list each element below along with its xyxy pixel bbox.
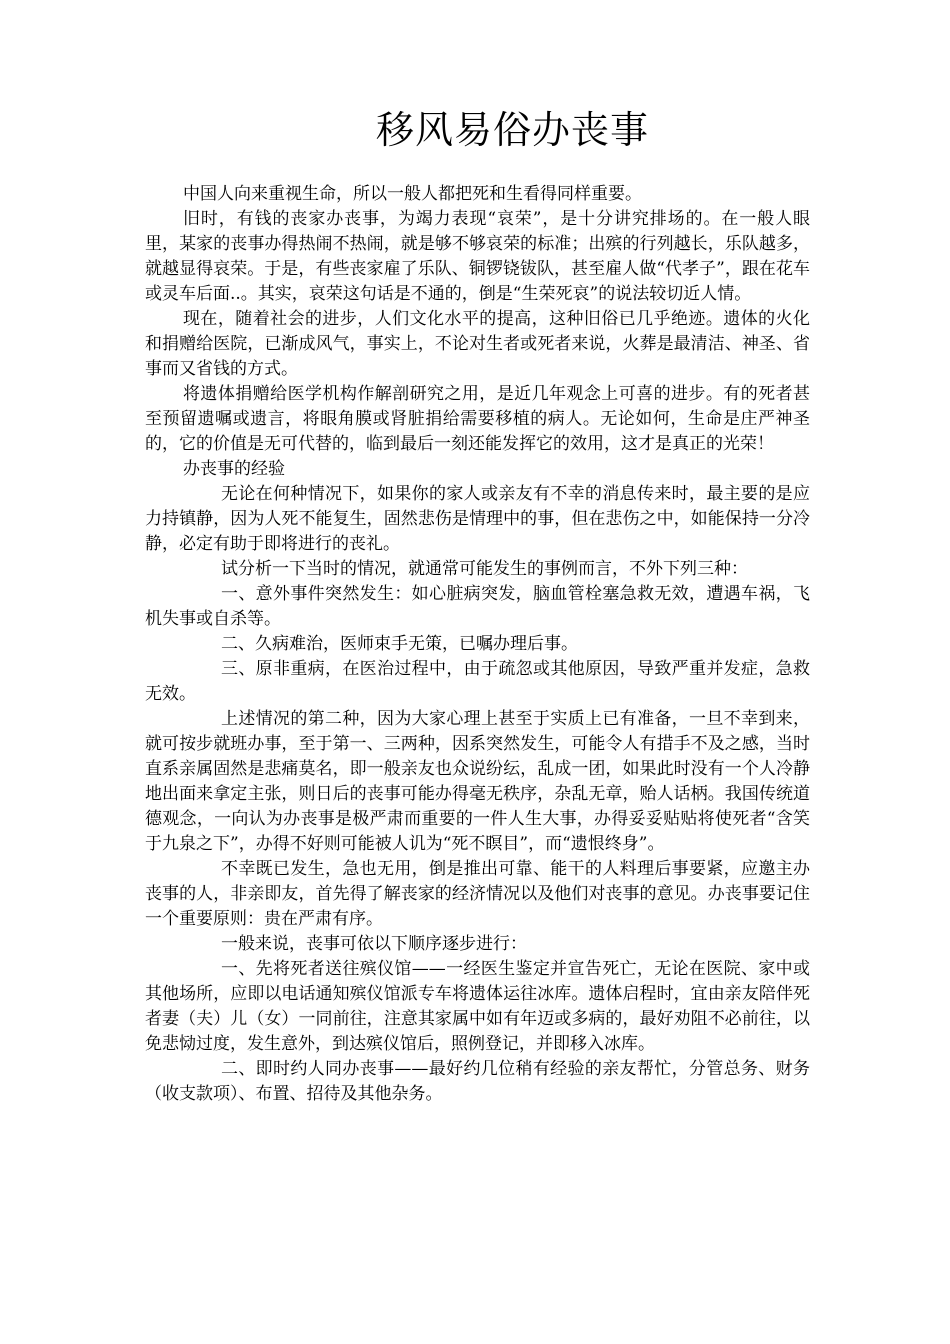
list-item-1: 一、意外事件突然发生：如心脏病突发，脑血管栓塞急救无效，遭遇车祸，飞机失事或自杀等。 <box>145 584 810 629</box>
paragraph-donation: 将遗体捐赠给医学机构作解剖研究之用，是近几年观念上可喜的进步。有的死者甚至预留遗嘱或遗言，将眼角膜或肾脏捐给需要移植的病人。无论如何，生命是庄严神圣的，它的价值是无可代替的，临到最后一刻还能发挥它的效用，这才是真正的光荣！ <box>145 384 810 454</box>
list-item-3: 三、原非重病，在医治过程中，由于疏忽或其他原因，导致严重并发症，急救无效。 <box>145 659 810 704</box>
paragraph-analysis: 试分析一下当时的情况，就通常可能发生的事例而言，不外下列三种： <box>221 559 748 579</box>
paragraph-old-customs: 旧时，有钱的丧家办丧事，为竭力表现“哀荣”，是十分讲究排场的。在一般人眼里，某家的丧事办得热闹不热闹，就是够不够哀荣的标准；出殡的行列越长，乐队越多，就越显得哀荣。于是，有些丧家雇了乐队、铜锣铙钹队，甚至雇人做“代孝子”，跟在花车或灵车后面..。其实，哀荣这句话是不通的，倒是“生荣死哀”的说法较切近人情。 <box>145 209 810 304</box>
paragraph-now: 现在，随着社会的进步，人们文化水平的提高，这种旧俗已几乎绝迹。遗体的火化和捐赠给医院，已渐成风气，事实上，不论对生者或死者来说，火葬是最清洁、神圣、省事而又省钱的方式。 <box>145 309 810 379</box>
paragraph-stay-calm: 无论在何种情况下，如果你的家人或亲友有不幸的消息传来时，最主要的是应力持镇静，因为人死不能复生，固然悲伤是情理中的事，但在悲伤之中，如能保持一分冷静，必定有助于即将进行的丧礼。 <box>145 484 810 554</box>
document-page <box>145 100 810 1107</box>
paragraph-order-intro: 一般来说，丧事可依以下顺序逐步进行： <box>221 934 527 954</box>
paragraph-organizer: 不幸既已发生，急也无用，倒是推出可靠、能干的人料理后事要紧，应邀主办丧事的人，非亲即友，首先得了解丧家的经济情况以及他们对丧事的意见。办丧事要记住一个重要原则：贵在严肃有序。 <box>145 859 810 929</box>
list-item-2: 二、久病难治，医师束手无策，已嘱办理后事。 <box>221 634 578 654</box>
section-heading: 办丧事的经验 <box>183 459 285 479</box>
document-title: 移风易俗办丧事 <box>375 108 649 152</box>
step-item-2: 二、即时约人同办丧事——最好约几位稍有经验的亲友帮忙，分管总务、财务（收支款项）、布置、招待及其他杂务。 <box>145 1059 810 1104</box>
paragraph-second-case: 上述情况的第二种，因为大家心理上甚至于实质上已有准备，一旦不幸到来，就可按步就班办事，至于第一、三两种，因系突然发生，可能令人有措手不及之感，当时直系亲属固然是悲痛莫名，即一般亲友也众说纷纭，乱成一团，如果此时没有一个人冷静地出面来拿定主张，则日后的丧事可能办得毫无秩序，杂乱无章，贻人话柄。我国传统道德观念，一向认为办丧事是极严肃而重要的一件人生大事，办得妥妥贴贴将使死者“含笑于九泉之下”，办得不好则可能被人讥为“死不瞑目”，而“遗恨终身”。 <box>145 709 810 854</box>
paragraph-intro: 中国人向来重视生命，所以一般人都把死和生看得同样重要。 <box>183 184 642 204</box>
step-item-1: 一、先将死者送往殡仪馆——一经医生鉴定并宣告死亡，无论在医院、家中或其他场所，应即以电话通知殡仪馆派专车将遗体运往冰库。遗体启程时，宜由亲友陪伴死者妻（夫）儿（女）一同前往，注意其家属中如有年迈或多病的，最好劝阻不必前往，以免悲恸过度，发生意外，到达殡仪馆后，照例登记，并即移入冰库。 <box>145 959 810 1054</box>
